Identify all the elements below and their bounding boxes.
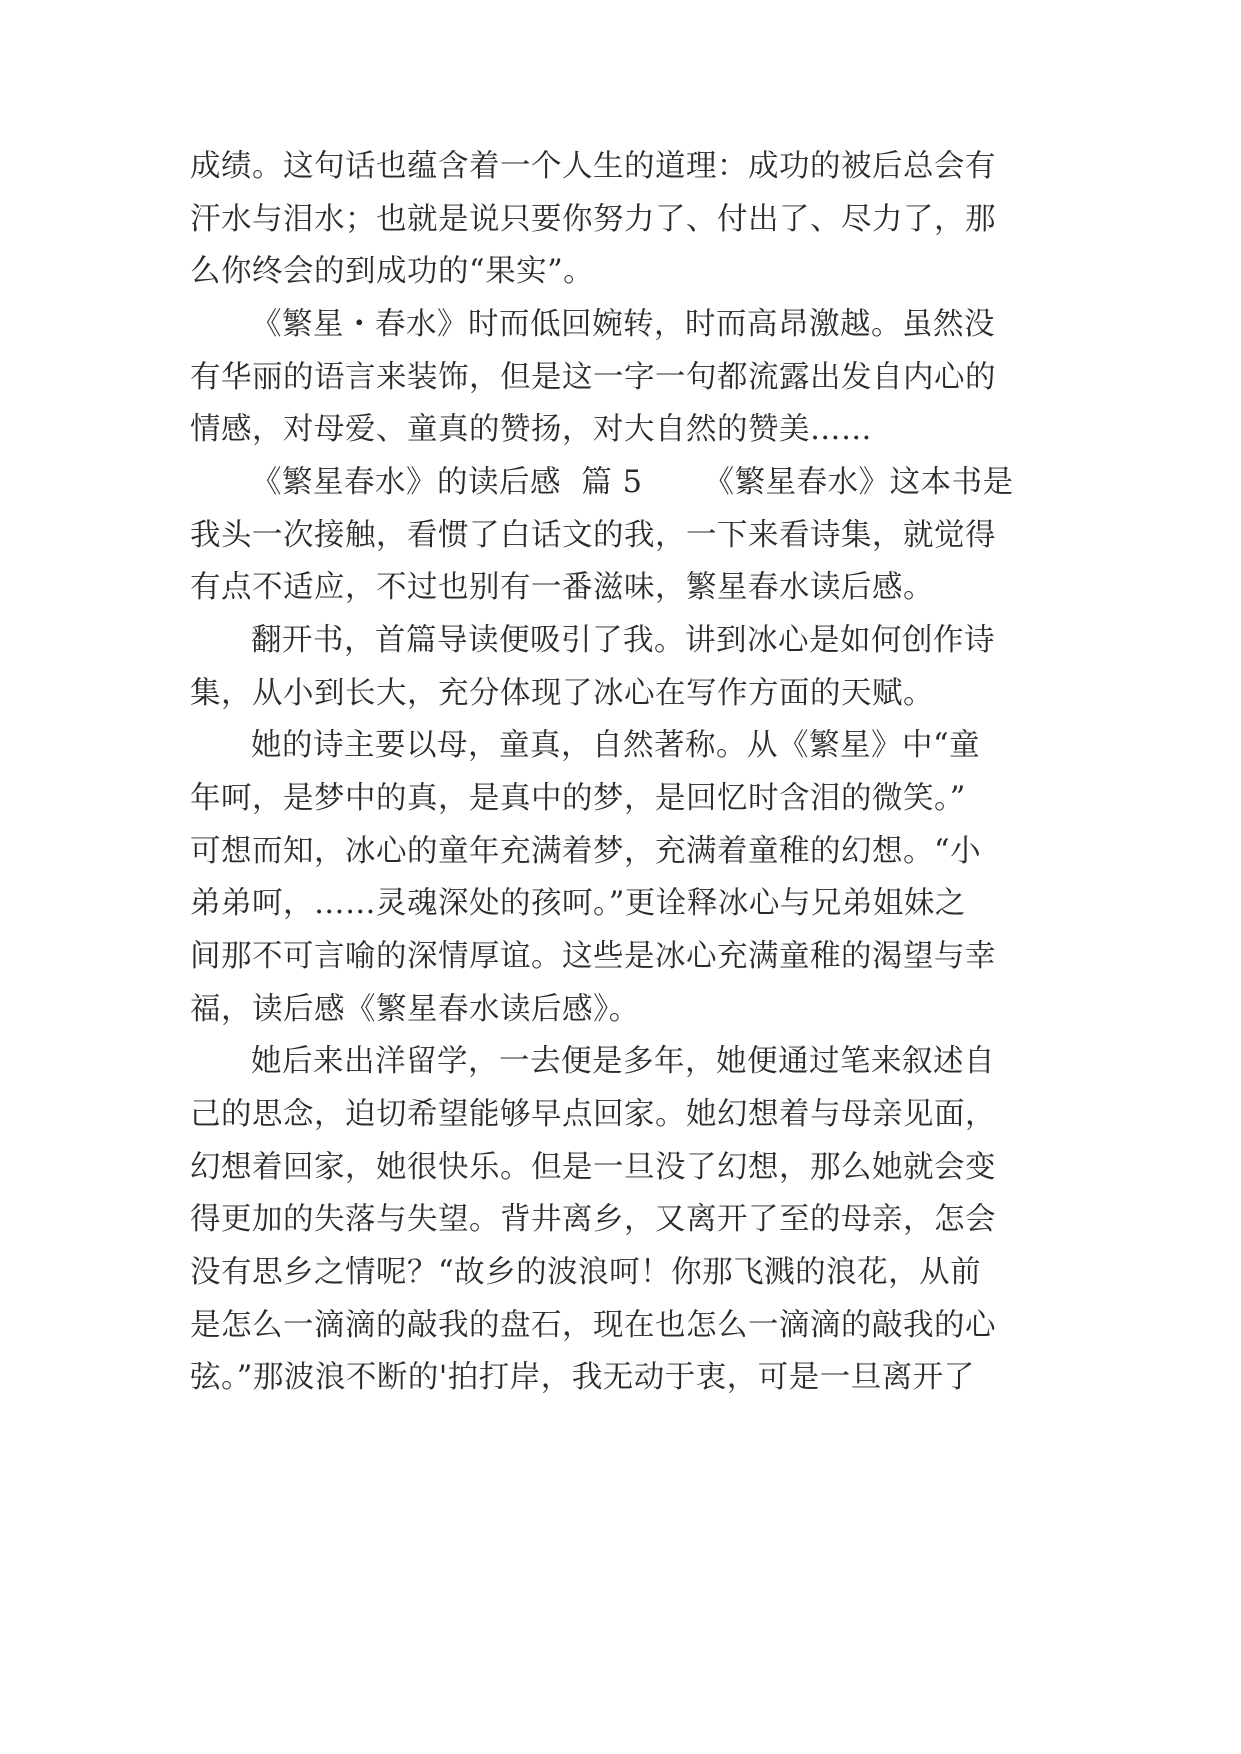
- text-line: 集，从小到长大，充分体现了冰心在写作方面的天赋。: [190, 676, 934, 711]
- text-line: 福，读后感《繁星春水读后感》。: [190, 992, 640, 1027]
- text-line: 幻想着回家，她很快乐。但是一旦没了幻想，那么她就会变: [190, 1150, 996, 1185]
- text-line: 年呵，是梦中的真，是真中的梦，是回忆时含泪的微笑。”: [190, 781, 966, 816]
- text-line: 汗水与泪水；也就是说只要你努力了、付出了、尽力了，那: [190, 202, 996, 237]
- text-line: 弦。”那波浪不断的'拍打岸，我无动于衷，可是一旦离开了: [190, 1360, 975, 1395]
- text-line: 得更加的失落与失望。背井离乡，又离开了至的母亲，怎会: [190, 1202, 996, 1237]
- text-line: 有点不适应，不过也别有一番滋味，繁星春水读后感。: [190, 570, 934, 605]
- paragraph-first-line: 翻开书，首篇导读便吸引了我。讲到冰心是如何创作诗: [251, 623, 995, 658]
- text-line: 没有思乡之情呢？“故乡的波浪呵！你那飞溅的浪花，从前: [190, 1255, 982, 1290]
- text-line: 可想而知，冰心的童年充满着梦，充满着童稚的幻想。“小: [190, 834, 982, 869]
- paragraph-first-line: 她的诗主要以母，童真，自然著称。从《繁星》中“童: [251, 728, 981, 763]
- text-line: 么你终会的到成功的“果实”。: [190, 254, 595, 289]
- text-line: 弟弟呵，……灵魂深处的孩呵。”更诠释冰心与兄弟姐妹之: [190, 886, 966, 921]
- paragraph-first-line: 《繁星・春水》时而低回婉转，时而高昂激越。虽然没: [251, 307, 995, 342]
- text-line: 成绩。这句话也蕴含着一个人生的道理：成功的被后总会有: [190, 149, 996, 184]
- section-heading-line: 《繁星春水》的读后感 篇 5 《繁星春水》这本书是: [251, 465, 1014, 500]
- text-line: 有华丽的语言来装饰，但是这一字一句都流露出发自内心的: [190, 360, 996, 395]
- text-line: 是怎么一滴滴的敲我的盘石，现在也怎么一滴滴的敲我的心: [190, 1308, 996, 1343]
- text-line: 间那不可言喻的深情厚谊。这些是冰心充满童稚的渴望与幸: [190, 939, 996, 974]
- text-line: 情感，对母爱、童真的赞扬，对大自然的赞美……: [190, 412, 872, 447]
- text-line: 我头一次接触，看惯了白话文的我，一下来看诗集，就觉得: [190, 518, 996, 553]
- paragraph-first-line: 她后来出洋留学，一去便是多年，她便通过笔来叙述自: [251, 1044, 995, 1079]
- text-line: 己的思念，迫切希望能够早点回家。她幻想着与母亲见面，: [190, 1097, 996, 1132]
